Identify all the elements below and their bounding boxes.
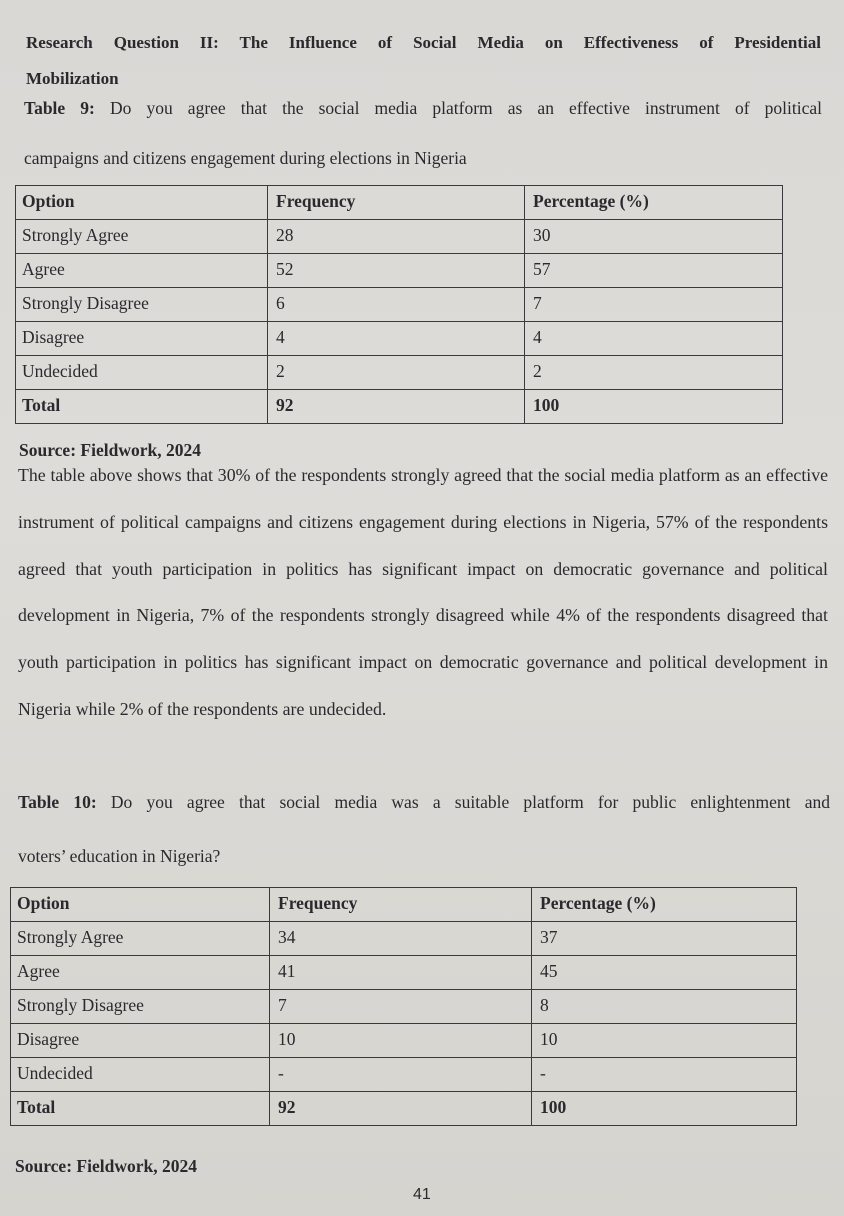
table-row [16,322,783,356]
table-header-row [16,186,783,220]
total-percentage-cell: 100 [525,390,783,424]
option-cell: Undecided [16,356,268,390]
total-frequency-cell: 92 [270,1092,532,1126]
table-row [11,956,797,990]
option-cell: Strongly Disagree [11,990,270,1024]
table-total-row [16,390,783,424]
table-row [16,288,783,322]
frequency-cell: 34 [270,922,532,956]
frequency-cell: 10 [270,1024,532,1058]
percentage-cell: 10 [532,1024,797,1058]
table10-source: Source: Fieldwork, 2024 [15,1156,197,1176]
analysis-paragraph: The table above shows that 30% of the respondents strongly agreed that the social media platform as an effective instrument of political campaigns and citizens engagement during elections in Nigeria, 57% of the respondents agreed that youth participation in politics has significant impact on democratic governance and political development in Nigeria, 7% of the respondents strongly disagreed while 4% of the respondents disagreed that youth participation in politics has significant impact on democratic governance and political development in Nigeria while 2% of the respondents are undecided. [18,465,828,719]
table-row [16,220,783,254]
section-heading-continued: Mobilization [26,69,119,88]
table-header-row [11,888,797,922]
table9-caption-line2: campaigns and citizens engagement during elections in Nigeria [24,148,467,168]
table-row [11,1024,797,1058]
frequency-cell: 41 [270,956,532,990]
table10-caption-line1: Do you agree that social media was a suitable platform for public enlightenment and [110,792,830,812]
total-frequency-cell: 92 [268,390,525,424]
header-cell: Frequency [270,888,532,922]
option-cell: Agree [11,956,270,990]
table-total-row [11,1092,797,1126]
table9-source: Source: Fieldwork, 2024 [19,440,201,460]
header-cell: Option [16,186,268,220]
page-number: 41 [413,1186,431,1203]
percentage-cell: 57 [525,254,783,288]
table10-caption [18,790,830,814]
table-row [16,356,783,390]
option-cell: Undecided [11,1058,270,1092]
table9 [15,185,783,424]
frequency-cell: 52 [268,254,525,288]
percentage-cell: 37 [532,922,797,956]
table-row [16,254,783,288]
percentage-cell: 7 [525,288,783,322]
header-cell: Frequency [268,186,525,220]
header-cell: Percentage (%) [525,186,783,220]
table10-label: Table 10: [18,792,97,812]
total-label-cell: Total [16,390,268,424]
table10-caption-line2: voters’ education in Nigeria? [18,846,221,866]
table-row [11,922,797,956]
frequency-cell: 2 [268,356,525,390]
table9-label: Table 9: [24,98,95,118]
percentage-cell: 45 [532,956,797,990]
frequency-cell: 7 [270,990,532,1024]
frequency-cell: 4 [268,322,525,356]
option-cell: Strongly Agree [11,922,270,956]
frequency-cell: - [270,1058,532,1092]
frequency-cell: 6 [268,288,525,322]
total-label-cell: Total [11,1092,270,1126]
option-cell: Agree [16,254,268,288]
header-cell: Option [11,888,270,922]
option-cell: Strongly Agree [16,220,268,254]
percentage-cell: 4 [525,322,783,356]
section-heading: Research Question II: The Influence of Social Media on Effectiveness of Presidential [26,33,821,52]
total-percentage-cell: 100 [532,1092,797,1126]
option-cell: Disagree [11,1024,270,1058]
table9-caption-line1: Do you agree that the social media platform as an effective instrument of political [109,98,822,118]
table9-caption [24,96,822,120]
table-row [11,1058,797,1092]
percentage-cell: - [532,1058,797,1092]
percentage-cell: 2 [525,356,783,390]
option-cell: Disagree [16,322,268,356]
table-row [11,990,797,1024]
frequency-cell: 28 [268,220,525,254]
option-cell: Strongly Disagree [16,288,268,322]
header-cell: Percentage (%) [532,888,797,922]
percentage-cell: 8 [532,990,797,1024]
percentage-cell: 30 [525,220,783,254]
table10 [10,887,797,1126]
